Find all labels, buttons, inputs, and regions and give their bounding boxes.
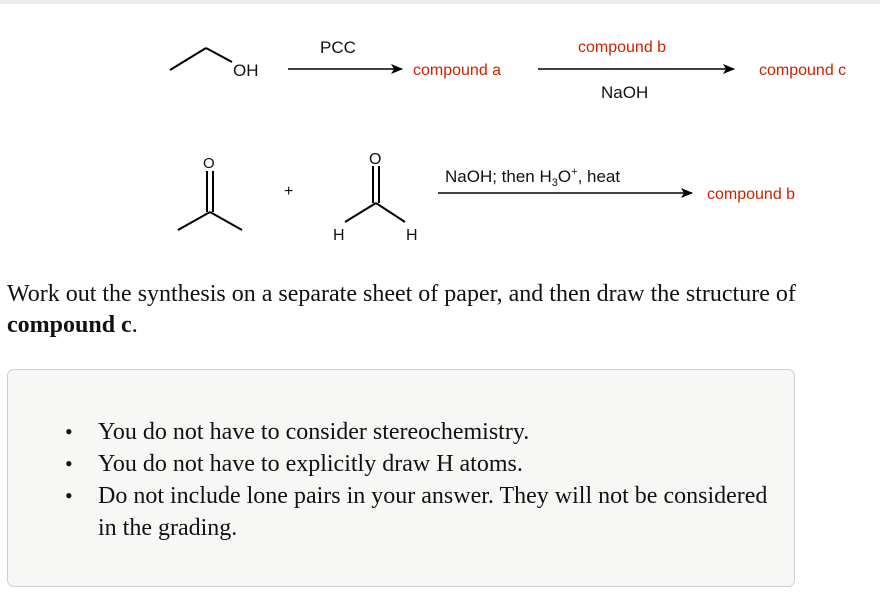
acetone-oxygen-label: O [203,155,215,172]
reagent-naoh: NaOH [601,83,649,102]
bullet-icon: • [65,419,73,444]
question-text [7,279,867,341]
question-bold-compound: compound c [7,312,132,338]
compound-b-label: compound b [707,186,796,203]
reagent-pcc: PCC [320,38,356,57]
bullet-icon: • [65,483,73,508]
hint-text: You do not have to consider stereochemistry. [98,419,530,445]
hint-item-lone-pairs [65,480,778,544]
bullet-icon: • [65,451,73,476]
hint-list [65,416,778,544]
compound-a-label: compound a [413,62,502,79]
reaction-scheme [0,0,880,270]
plus-sign: + [284,183,294,200]
acetone-structure [178,171,242,230]
compound-c-label: compound c [759,62,847,79]
formaldehyde-oxygen-label: O [369,151,382,168]
formaldehyde-structure [345,166,405,222]
propanol-structure [170,48,232,70]
formaldehyde-h-right: H [406,227,418,244]
question-prefix: Work out the synthesis on a separate sheet of paper, and then draw the structure of [7,281,796,307]
hint-item-stereochemistry [65,416,778,448]
reagent-compound-b: compound b [578,39,667,56]
conditions-naoh-h3o-heat: NaOH; then $H_3O^+$, heat [445,166,621,189]
hint-text: Do not include lone pairs in your answer. They will not be considered in the grading. [98,483,768,541]
hint-text: You do not have to explicitly draw H atoms. [98,451,523,477]
hint-box [7,369,795,587]
hydroxyl-label: OH [233,61,259,80]
hint-item-h-atoms [65,448,778,480]
question-suffix: . [131,312,138,338]
formaldehyde-h-left: H [333,227,345,244]
